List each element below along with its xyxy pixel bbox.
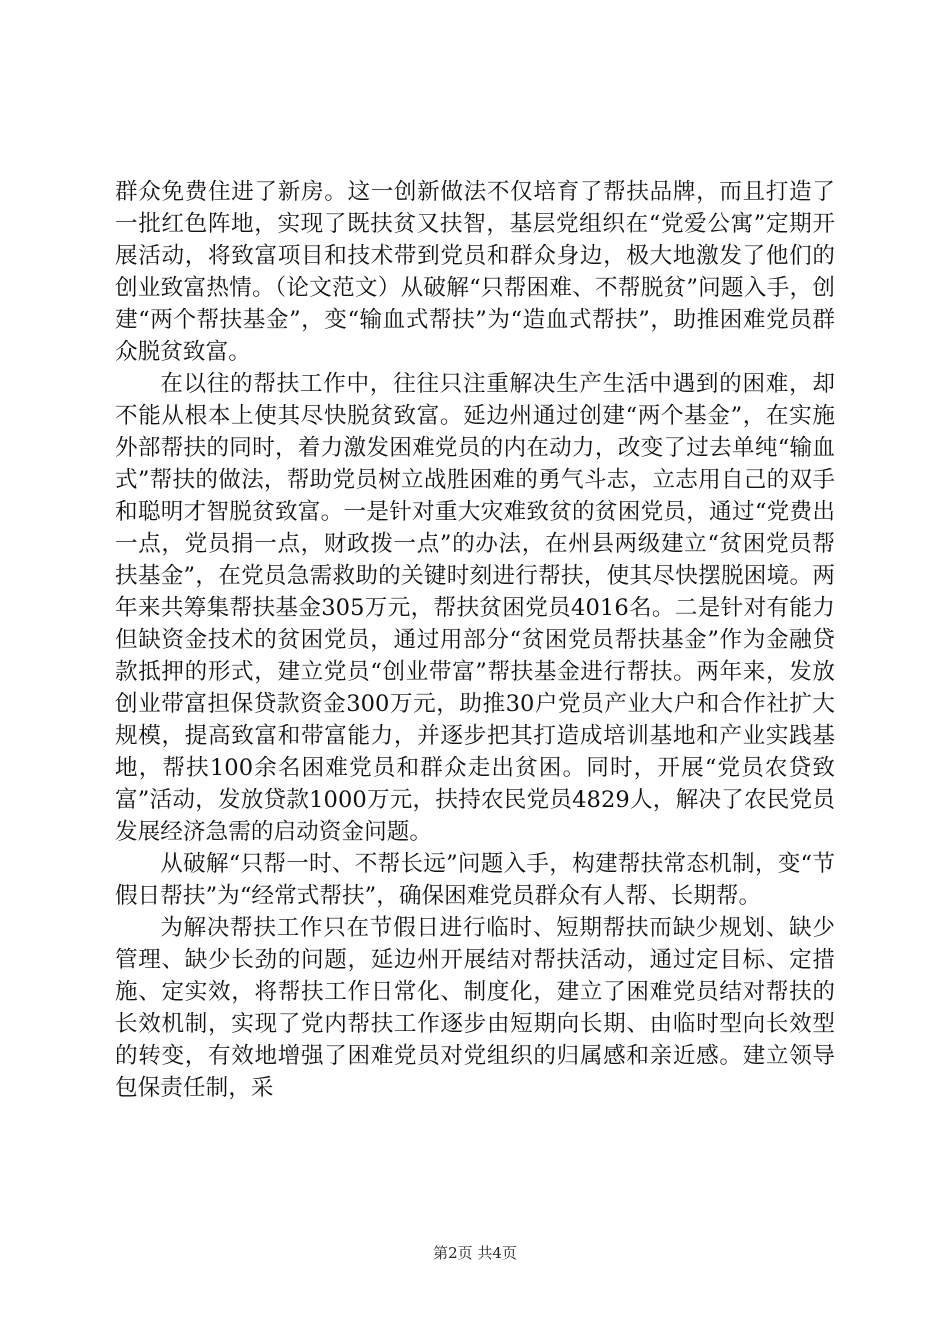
paragraph-4: 为解决帮扶工作只在节假日进行临时、短期帮扶而缺少规划、缺少管理、缺少长劲的问题，延边州开展结对帮扶活动，通过定目标、定措施、定实效，将帮扶工作日常化、制度化，建立了困难党员结对帮扶的长效机制，实现了党内帮扶工作逐步由短期向长期、由临时型向长效型的转变，有效地增强了困难党员对党组织的归属感和亲近感。建立领导包保责任制，采 xyxy=(115,915,835,1101)
document-body xyxy=(115,176,835,1104)
paragraph-3: 从破解“只帮一时、不帮长远”问题入手，构建帮扶常态机制，变“节假日帮扶”为“经常式帮扶”，确保困难党员群众有人帮、长期帮。 xyxy=(115,851,835,909)
page-footer: 第2页 共4页 xyxy=(433,1244,517,1262)
paragraph-1: 群众免费住进了新房。这一创新做法不仅培育了帮扶品牌，而且打造了一批红色阵地，实现了既扶贫又扶智，基层党组织在“党爱公寓”定期开展活动，将致富项目和技术带到党员和群众身边，极大地激发了他们的创业致富热情。（论文范文）从破解“只帮困难、不帮脱贫”问题入手，创建“两个帮扶基金”，变“输血式帮扶”为“造血式帮扶”，助推困难党员群众脱贫致富。 xyxy=(115,179,835,365)
paragraph-2: 在以往的帮扶工作中，往往只注重解决生产生活中遇到的困难，却不能从根本上使其尽快脱贫致富。延边州通过创建“两个基金”，在实施外部帮扶的同时，着力激发困难党员的内在动力，改变了过去单纯“输血式”帮扶的做法，帮助党员树立战胜困难的勇气斗志，立志用自己的双手和聪明才智脱贫致富。一是针对重大灾难致贫的贫困党员，通过“党费出一点，党员捐一点，财政拨一点”的办法，在州县两级建立“贫困党员帮扶基金”，在党员急需救助的关键时刻进行帮扶，使其尽快摆脱困境。两年来共筹集帮扶基金305万元，帮扶贫困党员4016名。二是针对有能力但缺资金技术的贫困党员，通过用部分“贫困党员帮扶基金”作为金融贷款抵押的形式，建立党员“创业带富”帮扶基金进行帮扶。两年来，发放创业带富担保贷款资金300万元，助推30户党员产业大户和合作社扩大规模，提高致富和带富能力，并逐步把其打造成培训基地和产业实践基地，帮扶100余名困难党员和群众走出贫困。同时，开展“党员农贷致富”活动，发放贷款1000万元，扶持农民党员4829人，解决了农民党员发展经济急需的启动资金问题。 xyxy=(115,371,835,845)
